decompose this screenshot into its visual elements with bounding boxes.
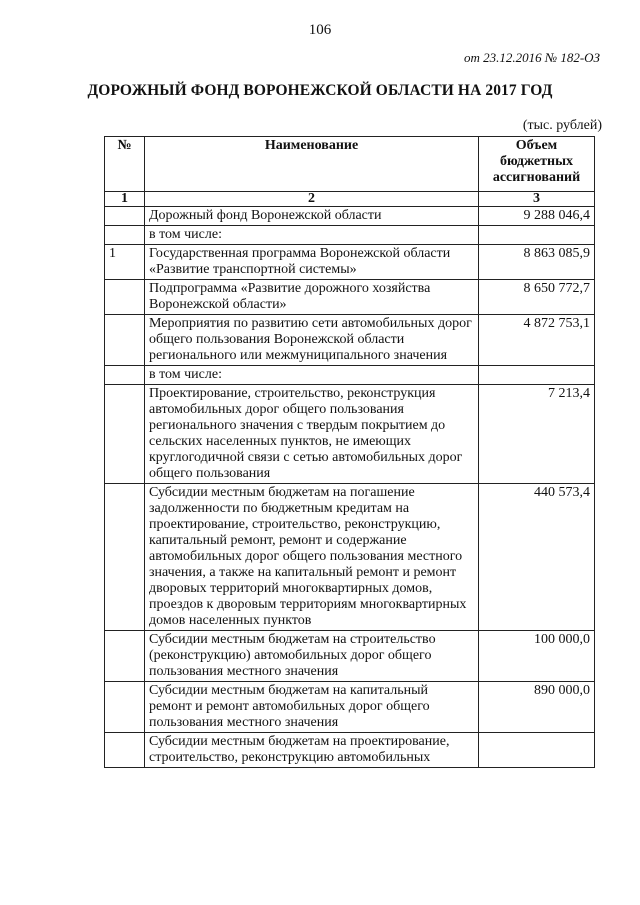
row-number (105, 366, 145, 385)
row-amount: 9 288 046,4 (479, 207, 595, 226)
row-amount (479, 226, 595, 245)
row-number (105, 631, 145, 682)
table-row (105, 207, 595, 226)
row-amount: 7 213,4 (479, 385, 595, 484)
row-amount: 4 872 753,1 (479, 315, 595, 366)
table-row (105, 366, 595, 385)
row-number (105, 315, 145, 366)
row-number: 1 (105, 245, 145, 280)
table-row (105, 385, 595, 484)
document-reference: от 23.12.2016 № 182-ОЗ (463, 50, 600, 65)
row-amount (479, 733, 595, 768)
row-number (105, 207, 145, 226)
row-number (105, 484, 145, 631)
row-amount: 890 000,0 (479, 682, 595, 733)
index-cell: 1 (105, 192, 145, 207)
table-row (105, 682, 595, 733)
table-index-row (105, 192, 595, 207)
row-number (105, 682, 145, 733)
index-cell: 3 (479, 192, 595, 207)
row-amount: 8 650 772,7 (479, 280, 595, 315)
header-number: № (105, 137, 145, 192)
table-row (105, 315, 595, 366)
row-name: Субсидии местным бюджетам на погашение задолженности по бюджетным кредитам на проектирование, строительство, реконструкцию, капитальный ремонт, ремонт и содержание автомобильных дорог общего пользования местного значения, а также на капитальный ремонт и ремонт дворовых территорий многоквартирных домов, проездов к дворовым территориям многоквартирных домов населенных пунктов (145, 484, 479, 631)
row-name: Государственная программа Воронежской области «Развитие транспортной системы» (145, 245, 479, 280)
road-fund-table (104, 136, 595, 768)
row-number (105, 385, 145, 484)
table-header-row (105, 137, 595, 192)
row-number (105, 226, 145, 245)
row-name: Проектирование, строительство, реконструкция автомобильных дорог общего пользования регионального значения с твердым покрытием до сельских населенных пунктов, не имеющих круглогодичной связи с сетью автомобильных дорог общего пользования (145, 385, 479, 484)
units-label: (тыс. рублей) (522, 118, 602, 133)
table-row (105, 245, 595, 280)
header-amount: Объем бюджетных ассигнований (479, 137, 595, 192)
row-name: в том числе: (145, 226, 479, 245)
table-row (105, 280, 595, 315)
row-amount (479, 366, 595, 385)
document-title: ДОРОЖНЫЙ ФОНД ВОРОНЕЖСКОЙ ОБЛАСТИ НА 2017 ГОД (87, 82, 553, 99)
table-row (105, 733, 595, 768)
page-number: 106 (308, 22, 332, 38)
index-cell: 2 (145, 192, 479, 207)
row-amount: 8 863 085,9 (479, 245, 595, 280)
header-name: Наименование (145, 137, 479, 192)
row-number (105, 733, 145, 768)
row-name: Подпрограмма «Развитие дорожного хозяйства Воронежской области» (145, 280, 479, 315)
row-name: Субсидии местным бюджетам на строительство (реконструкцию) автомобильных дорог общего пользования местного значения (145, 631, 479, 682)
row-amount: 440 573,4 (479, 484, 595, 631)
table-row (105, 631, 595, 682)
row-name: в том числе: (145, 366, 479, 385)
row-name: Субсидии местным бюджетам на капитальный ремонт и ремонт автомобильных дорог общего пользования местного значения (145, 682, 479, 733)
row-name: Дорожный фонд Воронежской области (145, 207, 479, 226)
row-number (105, 280, 145, 315)
table-row (105, 484, 595, 631)
row-amount: 100 000,0 (479, 631, 595, 682)
row-name: Субсидии местным бюджетам на проектирование, строительство, реконструкцию автомобильных (145, 733, 479, 768)
row-name: Мероприятия по развитию сети автомобильных дорог общего пользования Воронежской области регионального или межмуниципального значения (145, 315, 479, 366)
table-row (105, 226, 595, 245)
